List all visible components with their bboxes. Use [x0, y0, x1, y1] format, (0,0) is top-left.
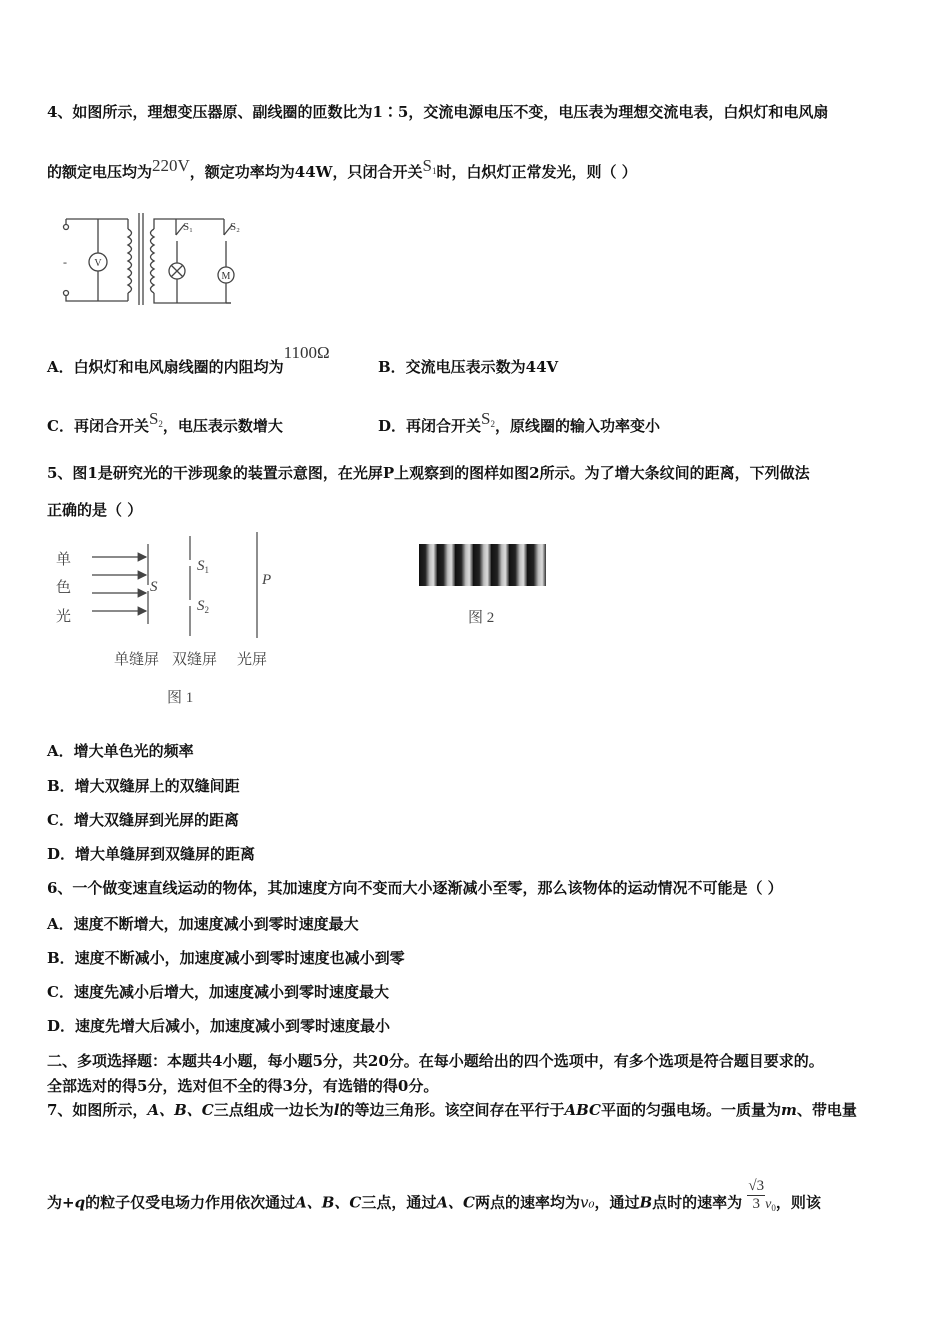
q7-text: 的粒子仅受电场力作用依次通过 — [85, 1193, 296, 1212]
q7-points: A、B、C — [295, 1193, 362, 1212]
q7-mass: m — [781, 1101, 797, 1119]
fig2-caption: 图 2 — [468, 610, 495, 626]
q7-points: A、B、C — [147, 1101, 214, 1119]
fringe — [455, 544, 473, 586]
q7-text: ，通过 — [594, 1193, 640, 1212]
q5-stem-line2: 正确的是（ ） — [47, 501, 143, 519]
q5-option-c: C．增大双缝屏到光屏的距离 — [47, 811, 239, 829]
label-s: S — [150, 579, 158, 595]
q7-text: 三点，通过 — [361, 1193, 437, 1212]
q4-option-a — [47, 343, 330, 377]
q4-stem-line2 — [47, 156, 637, 187]
q4-option-d — [378, 409, 660, 441]
q7-text: 平面的匀强电场。一质量为 — [601, 1101, 782, 1119]
light-char: 单 — [56, 552, 72, 568]
terminal-bottom — [64, 291, 69, 296]
q4-text: ，额定功率均为44W，只闭合开关 — [189, 163, 423, 181]
fig1-drawing — [50, 528, 290, 648]
q7-text: 7、如图所示， — [47, 1101, 148, 1119]
q7-text: 为 — [47, 1193, 63, 1212]
q7-fraction — [747, 1178, 765, 1213]
fringe — [419, 544, 437, 586]
section2-line1: 二、多项选择题：本题共4小题，每小题5分，共20分。在每小题给出的四个选项中，有多个选项是符合题目要求的。 — [47, 1052, 824, 1070]
q6-option-a: A．速度不断增大，加速度减小到零时速度最大 — [47, 915, 359, 933]
q7-line1 — [47, 1100, 857, 1120]
q4-option-b: B．交流电压表示数为44V — [378, 358, 559, 376]
q4-option-c-switch: $S_2$ — [148, 409, 163, 429]
fringe — [491, 544, 509, 586]
q5-stem-line1: 5、图1是研究光的干涉现象的装置示意图，在光屏P上观察到的图样如图2所示。为了增大条纹间的距离，下列做法 — [47, 464, 810, 482]
screen-label-single: 单缝屏 — [114, 652, 160, 668]
fringe — [473, 544, 491, 586]
fringe — [509, 544, 527, 586]
label-p: P — [262, 572, 272, 588]
label-s2: $S_2$ — [197, 598, 209, 615]
fringe — [527, 544, 546, 586]
voltmeter-label: V — [94, 258, 102, 269]
s2-label: S₂ — [230, 221, 240, 233]
label-s1: $S_1$ — [197, 558, 209, 575]
q5-option-b: B．增大双缝屏上的双缝间距 — [47, 777, 240, 795]
q4-option-c — [47, 409, 283, 441]
motor-label: M — [221, 271, 231, 282]
q7-length: l — [333, 1101, 340, 1119]
q7-plane: ABC — [564, 1101, 601, 1119]
q7-text: 三点组成一边长为 — [213, 1101, 334, 1119]
q6-stem: 6、一个做变速直线运动的物体，其加速度方向不变而大小逐渐减小至零，那么该物体的运动情况不可能是（ ） — [47, 879, 783, 897]
fringe-pattern — [419, 544, 546, 586]
s1-label: S₁ — [183, 221, 193, 233]
light-char: 色 — [56, 580, 72, 596]
screen-label-light: 光屏 — [237, 652, 268, 668]
q4-switch-s1: $S_1$ — [422, 156, 437, 176]
q7-v-symbol: $v_0$ — [765, 1196, 776, 1213]
q5-option-a: A．增大单色光的频率 — [47, 742, 194, 760]
q4-option-d-text2: ，原线圈的输入功率变小 — [494, 417, 660, 435]
q4-text: 时，白炽灯正常发光，则（ ） — [436, 163, 637, 181]
q7-charge: +q — [62, 1193, 86, 1212]
fig1-caption: 图 1 — [167, 690, 194, 706]
q4-text: 的额定电压均为 — [47, 163, 153, 181]
q4-option-a-value: 1100Ω — [283, 343, 330, 362]
q7-text: 的等边三角形。该空间存在平行于 — [339, 1101, 565, 1119]
q7-text: ，则该 — [775, 1193, 821, 1212]
fringe — [437, 544, 455, 586]
screen-label-double: 双缝屏 — [172, 652, 218, 668]
q5-figure-1 — [50, 528, 290, 708]
fraction-numerator: √3 — [748, 1178, 765, 1194]
q7-line2 — [47, 1178, 821, 1221]
light-char: 光 — [56, 609, 72, 625]
q7-points-ac: A、C — [436, 1193, 475, 1212]
q4-option-d-text: D．再闭合开关 — [378, 417, 482, 435]
q6-option-b: B．速度不断减小，加速度减小到零时速度也减小到零 — [47, 949, 405, 967]
q7-text: 、带电量 — [796, 1101, 857, 1119]
terminal-top — [64, 225, 69, 230]
q4-option-c-text2: ，电压表示数增大 — [162, 417, 283, 435]
q6-option-d: D．速度先增大后减小，加速度减小到零时速度最小 — [47, 1017, 391, 1035]
q4-option-c-text: C．再闭合开关 — [47, 417, 149, 435]
fraction-denominator: 3 — [752, 1196, 761, 1212]
section2-line2: 全部选对的得5分，选对但不全的得3分，有选错的得0分。 — [47, 1077, 439, 1095]
q7-text: 点时的速率为 — [652, 1193, 743, 1212]
q4-option-a-text: A．白炽灯和电风扇线圈的内阻均为 — [47, 358, 284, 376]
q6-option-c: C．速度先减小后增大，加速度减小到零时速度最大 — [47, 983, 389, 1001]
q7-v0: v₀ — [579, 1193, 595, 1212]
q5-option-d: D．增大单缝屏到双缝屏的距离 — [47, 845, 256, 863]
q7-point-b: B — [639, 1193, 653, 1212]
dash-label: - — [63, 255, 67, 269]
q7-text: 两点的速率均为 — [474, 1193, 580, 1212]
q4-stem-line1: 4、如图所示，理想变压器原、副线圈的匝数比为1∶5，交流电源电压不变，电压表为理想交流电表，白炽灯和电风扇 — [47, 103, 829, 121]
q4-circuit-figure — [56, 205, 246, 310]
q4-rated-voltage: 220V — [152, 156, 190, 175]
q5-figure-2-fringes — [419, 544, 546, 586]
q4-option-d-switch: $S_2$ — [481, 409, 495, 429]
